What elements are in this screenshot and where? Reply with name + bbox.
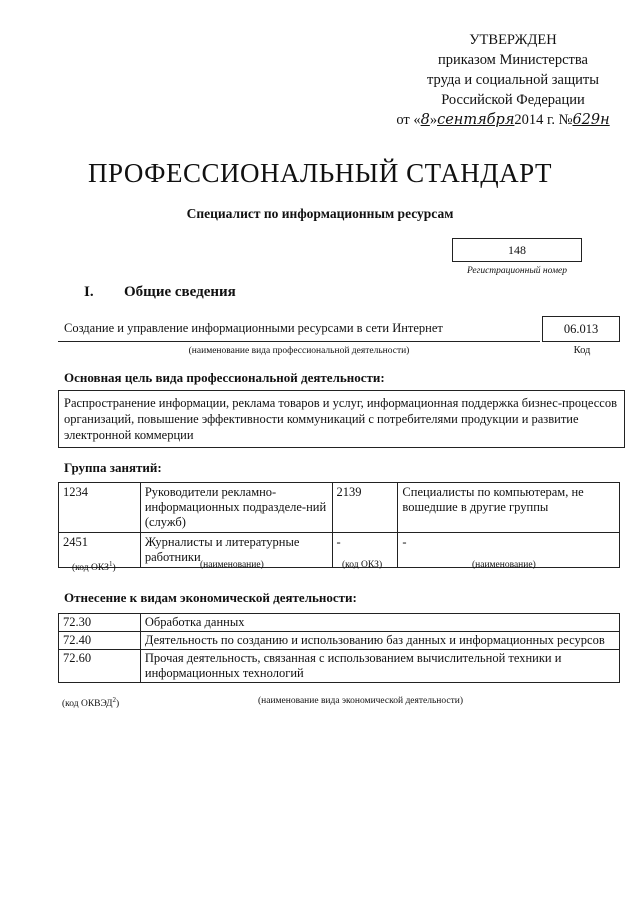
okz-code-caption: (код ОКЗ$^1$) <box>72 560 116 574</box>
occupation-table <box>58 482 620 568</box>
okz-code-cell: 1234 <box>59 483 141 533</box>
okz-name-caption-2: (наименование) <box>472 560 536 570</box>
registration-number: 148 <box>452 238 582 262</box>
activity-caption: (наименование вида профессиональной деятельности) <box>188 346 410 356</box>
registration-label: Регистрационный номер <box>466 266 568 276</box>
okz-name-cell: Журналисты и литературные работники <box>140 533 332 568</box>
economic-activity-table <box>58 613 620 683</box>
approval-date-mid: » <box>429 112 438 128</box>
economic-activity-heading: Отнесение к видам экономической деятельности: <box>64 590 357 605</box>
okz-code-cell: 2139 <box>332 483 398 533</box>
table-row <box>59 650 620 683</box>
approval-date-line <box>388 110 618 130</box>
okved-name-cell: Обработка данных <box>140 614 619 632</box>
section-number: I. <box>84 284 94 300</box>
activity-code: 06.013 <box>542 316 620 342</box>
okz-name-cell: Руководители рекламно-информационных подразделе-ний (служб) <box>140 483 332 533</box>
table-row <box>59 483 620 533</box>
approval-day: 8 <box>420 112 430 128</box>
section-title: Общие сведения <box>124 284 236 300</box>
okved-name-cell: Прочая деятельность, связанная с использованием вычислительной техники и информационных технологий <box>140 650 619 683</box>
okved-code-cell: 72.60 <box>59 650 141 683</box>
approval-year: 2014 г. № <box>514 112 573 128</box>
okz-code-caption-2: (код ОКЗ) <box>342 560 383 570</box>
approval-heading: УТВЕРЖДЕН <box>469 32 557 48</box>
okz-name-caption: (наименование) <box>200 560 264 570</box>
okved-code-cell: 72.40 <box>59 632 141 650</box>
okz-code-cell: - <box>332 533 398 568</box>
activity-code-label: Код <box>573 345 591 356</box>
okved-code-cell: 72.30 <box>59 614 141 632</box>
approval-line-labor: труда и социальной защиты <box>427 72 599 88</box>
okved-name-cell: Деятельность по созданию и использованию баз данных и информационных ресурсов <box>140 632 619 650</box>
approval-month: сентября <box>437 112 515 128</box>
document-subtitle: Специалист по информационным ресурсам <box>186 206 454 221</box>
document-title: ПРОФЕССИОНАЛЬНЫЙ СТАНДАРТ <box>87 158 553 188</box>
approval-line-ministry: приказом Министерства <box>438 52 588 68</box>
okz-name-cell: - <box>398 533 620 568</box>
approval-line-country: Российской Федерации <box>441 92 585 108</box>
okz-name-cell: Специалисты по компьютерам, не вошедшие в другие группы <box>398 483 620 533</box>
approval-date-prefix: от « <box>396 112 421 128</box>
okz-code-cell: 2451 <box>59 533 141 568</box>
approval-block <box>398 30 628 130</box>
table-row <box>59 632 620 650</box>
goal-text: Распространение информации, реклама товаров и услуг, информационная поддержка бизнес-процессов организаций, повышение эффективности коммуникаций с потребителями продукции и развитие электронной коммерции <box>58 390 625 448</box>
okved-name-caption: (наименование вида экономической деятельности) <box>258 696 463 706</box>
activity-underline <box>58 341 540 342</box>
activity-name: Создание и управление информационными ресурсами в сети Интернет <box>64 321 443 335</box>
table-row <box>59 614 620 632</box>
goal-heading: Основная цель вида профессиональной деятельности: <box>64 370 385 385</box>
occupation-group-heading: Группа занятий: <box>64 460 162 475</box>
okved-code-caption: (код ОКВЭД$^2$) <box>62 696 120 710</box>
approval-number: 629н <box>572 112 610 128</box>
